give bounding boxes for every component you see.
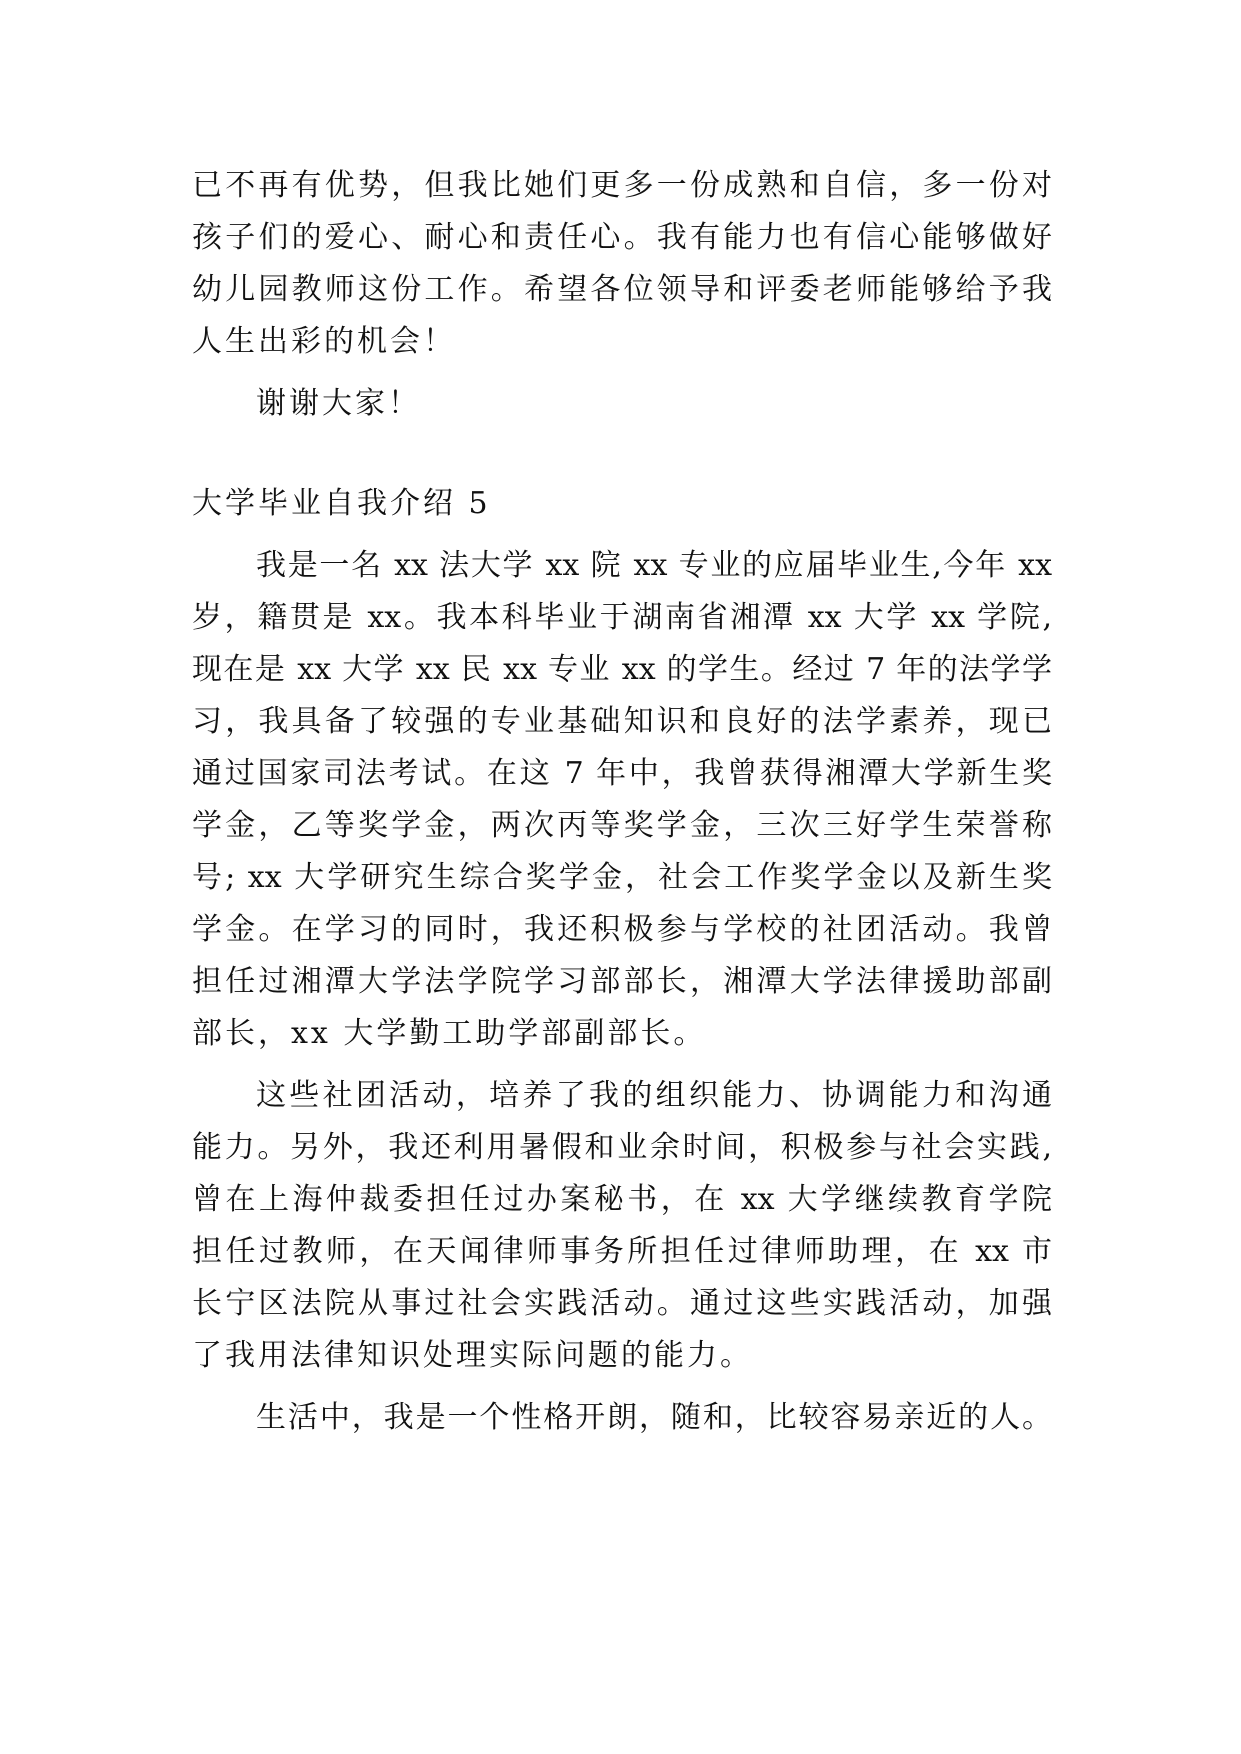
text-line: 现在是 xx 大学 xx 民 xx 专业 xx 的学生。经过 7 年的法学学 [192, 652, 1052, 687]
section-title: 大学毕业自我介绍 5 [192, 486, 491, 521]
text-line: 幼儿园教师这份工作。希望各位领导和评委老师能够给予我 [192, 272, 1052, 307]
paragraph-2 [192, 1070, 1052, 1382]
text-line: 生活中，我是一个性格开朗，随和，比较容易亲近的人。 [256, 1400, 1052, 1435]
text-line: 长宁区法院从事过社会实践活动。通过这些实践活动，加强 [192, 1286, 1052, 1321]
paragraph-1 [192, 540, 1052, 1060]
text-line: 曾在上海仲裁委担任过办案秘书，在 xx 大学继续教育学院 [192, 1182, 1052, 1217]
text-line: 通过国家司法考试。在这 7 年中，我曾获得湘潭大学新生奖 [192, 756, 1052, 791]
text-line: 孩子们的爱心、耐心和责任心。我有能力也有信心能够做好 [192, 220, 1052, 255]
paragraph-3 [192, 1392, 1052, 1444]
text-line: 担任过教师，在天闻律师事务所担任过律师助理，在 xx 市 [192, 1234, 1052, 1269]
text-line: 号; xx 大学研究生综合奖学金，社会工作奖学金以及新生奖 [192, 860, 1052, 895]
text-line: 学金。在学习的同时，我还积极参与学校的社团活动。我曾 [192, 912, 1052, 947]
text-line: 担任过湘潭大学法学院学习部部长，湘潭大学法律援助部副 [192, 964, 1052, 999]
text-line: 学金，乙等奖学金，两次丙等奖学金，三次三好学生荣誉称 [192, 808, 1052, 843]
intro-paragraph [192, 160, 1052, 368]
text-line: 部长，xx 大学勤工助学部副部长。 [192, 1016, 707, 1051]
document-body [192, 160, 1052, 1444]
text-line: 我是一名 xx 法大学 xx 院 xx 专业的应届毕业生,今年 xx [256, 548, 1052, 583]
text-line: 已不再有优势，但我比她们更多一份成熟和自信，多一份对 [192, 168, 1052, 203]
text-line: 这些社团活动，培养了我的组织能力、协调能力和沟通 [256, 1078, 1052, 1113]
text-line: 了我用法律知识处理实际问题的能力。 [192, 1338, 753, 1373]
text-line: 能力。另外，我还利用暑假和业余时间，积极参与社会实践, [192, 1130, 1052, 1165]
text-line: 人生出彩的机会！ [192, 324, 456, 359]
text-line: 习，我具备了较强的专业基础知识和良好的法学素养，现已 [192, 704, 1052, 739]
thanks-line: 谢谢大家！ [256, 386, 421, 421]
text-line: 岁，籍贯是 xx。我本科毕业于湖南省湘潭 xx 大学 xx 学院, [192, 600, 1052, 635]
